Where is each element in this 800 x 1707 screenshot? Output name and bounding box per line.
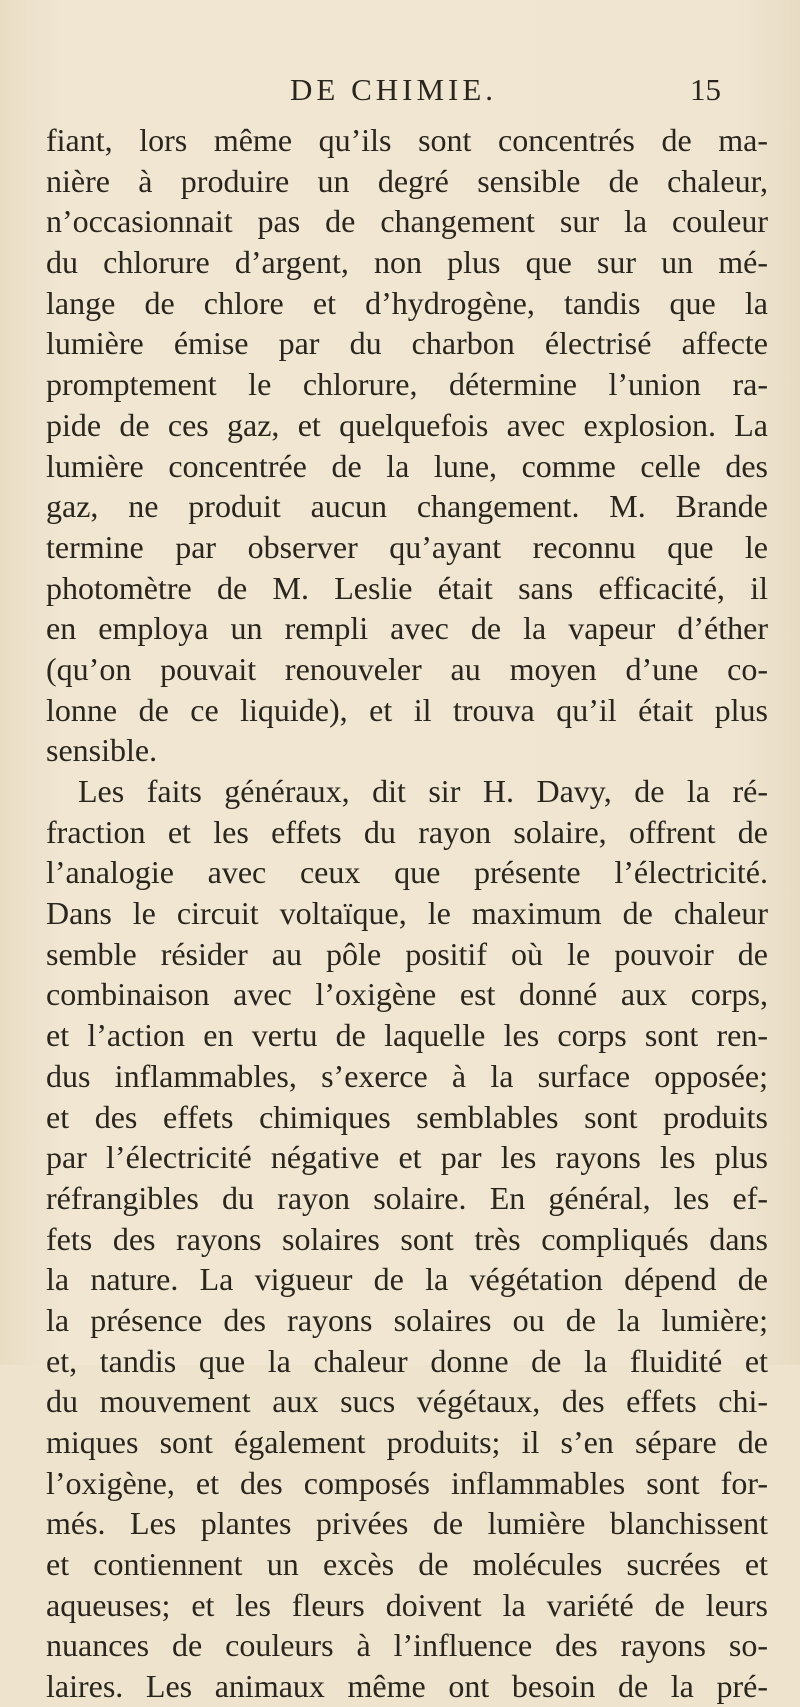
text-line: lumière émise par du charbon électrisé affecte (46, 325, 768, 362)
text-line: du chlorure d’argent, non plus que sur un mé- (46, 244, 768, 281)
text-line: promptement le chlorure, détermine l’union ra- (46, 366, 768, 403)
text-line: fraction et les effets du rayon solaire, offrent de (46, 813, 768, 850)
page-number: 15 (690, 72, 721, 107)
text-line: l’oxigène, et des composés inflammables sont for- (46, 1464, 768, 1501)
text-line: lonne de ce liquide), et il trouva qu’il était plus (46, 691, 768, 728)
text-line: et des effets chimiques semblables sont produits (46, 1098, 768, 1135)
text-line: nière à produire un degré sensible de chaleur, (46, 162, 768, 199)
text-line: par l’électricité négative et par les rayons les plus (46, 1139, 768, 1176)
text-line: termine par observer qu’ayant reconnu que le (46, 528, 768, 565)
text-line: pide de ces gaz, et quelquefois avec explosion. La (46, 406, 768, 443)
text-line: et contiennent un excès de molécules sucrées et (46, 1546, 768, 1583)
text-line: lange de chlore et d’hydrogène, tandis que la (46, 284, 768, 321)
text-line: gaz, ne produit aucun changement. M. Brande (46, 488, 768, 525)
paragraph-start-line: Les faits généraux, dit sir H. Davy, de la ré- (78, 773, 768, 809)
text-line: combinaison avec l’oxigène est donné aux corps, (46, 976, 768, 1013)
text-line: réfrangibles du rayon solaire. En général, les ef- (46, 1179, 768, 1216)
text-line: fiant, lors même qu’ils sont concentrés de ma- (46, 122, 768, 158)
text-line: laires. Les animaux même ont besoin de la pré- (46, 1668, 768, 1705)
text-line: photomètre de M. Leslie était sans efficacité, il (46, 569, 768, 606)
text-line: et l’action en vertu de laquelle les corps sont ren- (46, 1017, 768, 1054)
running-title: DE CHIMIE. (290, 72, 498, 107)
text-line: et, tandis que la chaleur donne de la fluidité et (46, 1342, 768, 1379)
text-line: la présence des rayons solaires ou de la lumière; (46, 1301, 768, 1338)
text-line: du mouvement aux sucs végétaux, des effets chi- (46, 1383, 768, 1420)
text-line: fets des rayons solaires sont très compliqués dans (46, 1220, 768, 1257)
text-line: semble résider au pôle positif où le pouvoir de (46, 935, 768, 972)
text-line: aqueuses; et les fleurs doivent la variété de leurs (46, 1586, 768, 1623)
paragraph-end-line: sensible. (46, 732, 158, 769)
text-line: l’analogie avec ceux que présente l’électricité. (46, 854, 768, 891)
text-line: n’occasionnait pas de changement sur la couleur (46, 203, 768, 240)
text-line: lumière concentrée de la lune, comme celle des (46, 447, 768, 484)
page-header (0, 72, 800, 112)
text-line: la nature. La vigueur de la végétation dépend de (46, 1261, 768, 1298)
body-text (46, 120, 768, 1707)
text-line: Dans le circuit voltaïque, le maximum de chaleur (46, 895, 768, 932)
text-line: miques sont également produits; il s’en sépare de (46, 1424, 768, 1460)
text-line: (qu’on pouvait renouveler au moyen d’une co- (46, 650, 768, 687)
text-line: nuances de couleurs à l’influence des rayons so- (46, 1627, 768, 1664)
text-line: més. Les plantes privées de lumière blanchissent (46, 1505, 768, 1542)
text-line: en employa un rempli avec de la vapeur d’éther (46, 610, 768, 647)
text-line: dus inflammables, s’exerce à la surface opposée; (46, 1057, 768, 1094)
